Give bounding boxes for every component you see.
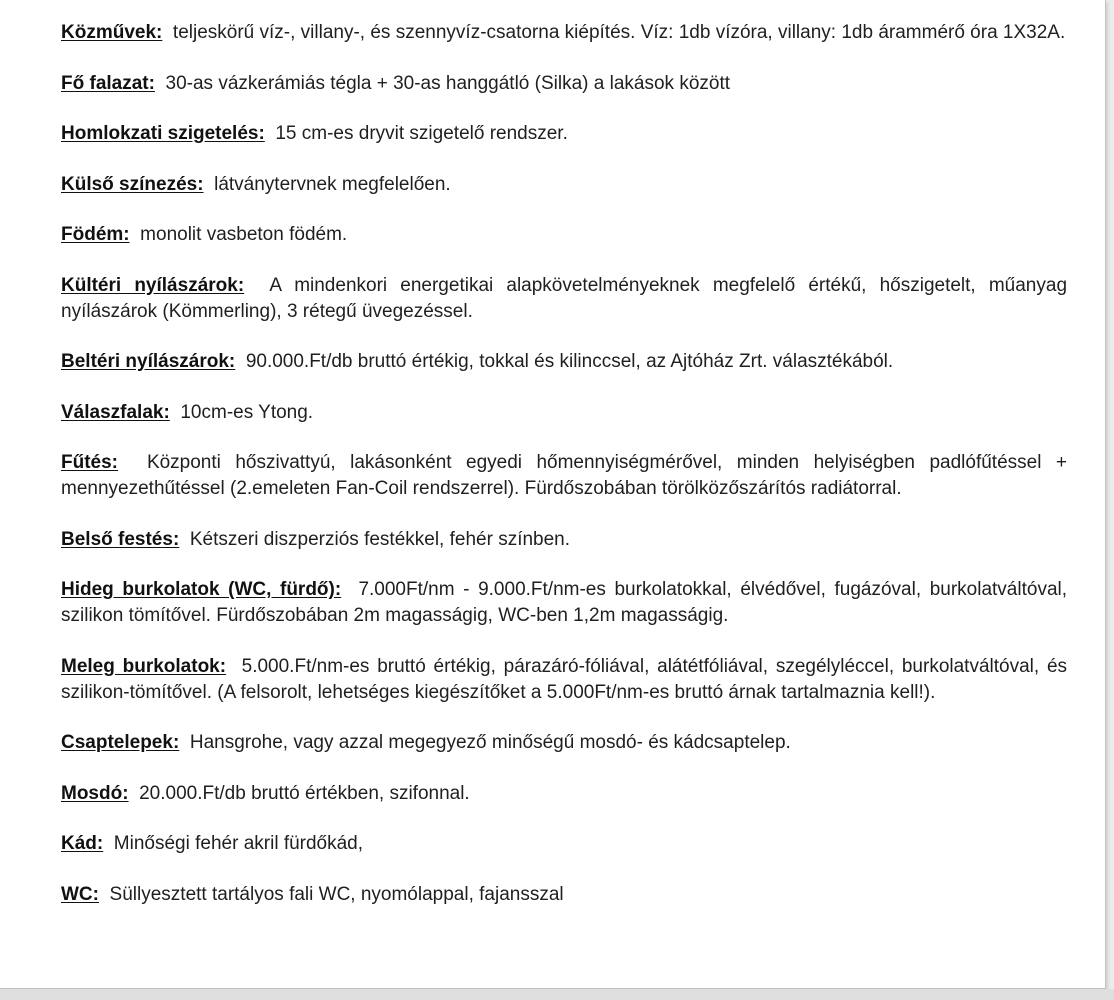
spec-text: 20.000.Ft/db bruttó értékben, szifonnal. xyxy=(139,782,470,804)
spec-label: Belső festés: xyxy=(61,528,180,550)
spec-label: Fő falazat: xyxy=(61,72,155,94)
spec-label: Kültéri nyílászárok: xyxy=(61,274,245,296)
spec-item-kozmuvek xyxy=(61,20,1067,46)
spec-text: Kétszeri diszperziós festékkel, fehér színben. xyxy=(189,528,571,550)
spec-label: Beltéri nyílászárok: xyxy=(61,351,236,372)
spec-text: monolit vasbeton födém. xyxy=(140,224,348,245)
spec-text: 15 cm-es dryvit szigetelő rendszer. xyxy=(275,123,568,144)
spec-item-hideg-burkolatok xyxy=(61,577,1067,629)
spec-label: Meleg burkolatok: xyxy=(61,655,227,677)
spec-item-meleg-burkolatok xyxy=(61,654,1067,706)
spec-text: teljeskörű víz-, villany-, és szennyvíz-csatorna kiépítés. Víz: 1db vízóra, villany: 1db árammérő óra 1X32A. xyxy=(172,22,1066,43)
spec-label: Mosdó: xyxy=(61,782,129,804)
spec-text: A mindenkori energetikai alapkövetelményeknek megfelelő értékű, hőszigetelt, műanyag nyílászárok (Kömmerling), 3 rétegű üvegezéssel. xyxy=(61,274,1068,322)
spec-label: Fűtés: xyxy=(61,452,118,473)
spec-label: Csaptelepek: xyxy=(61,732,180,753)
spec-text: 7.000Ft/nm - 9.000.Ft/nm-es burkolatokkal, élvédővel, fugázóval, burkolatváltóval, szilikon tömítővel. Fürdőszobában 2m magasságig, WC-ben 1,2m magasságig. xyxy=(61,579,1068,626)
spec-label: Homlokzati szigetelés: xyxy=(61,123,265,144)
page-gap-strip xyxy=(0,989,1114,1000)
spec-item-kad xyxy=(61,831,1067,857)
spec-text: 10cm-es Ytong. xyxy=(180,401,314,423)
spec-item-mosdo xyxy=(61,781,1067,807)
spec-label: Közművek: xyxy=(61,22,163,43)
spec-item-wc xyxy=(61,882,1067,908)
spec-label: Hideg burkolatok (WC, fürdő): xyxy=(61,579,342,600)
spec-label: Kád: xyxy=(61,833,104,854)
spec-item-futes xyxy=(61,450,1067,502)
spec-item-kulso-szinezes xyxy=(61,172,1067,198)
spec-text: Süllyesztett tartályos fali WC, nyomólappal, fajansszal xyxy=(109,883,564,905)
spec-item-csaptelepek xyxy=(61,730,1067,756)
spec-text: Hansgrohe, vagy azzal megegyező minőségű mosdó- és kádcsaptelep. xyxy=(189,732,791,753)
spec-text: 5.000.Ft/nm-es bruttó értékig, párazáró-fóliával, alátétfóliával, szegélyléccel, burkolatváltóval, és szilikon-tömítővel. (A felsorolt, lehetséges kiegészítőket a 5.000Ft/nm-es bruttó árnak tartalmaznia kell!). xyxy=(61,655,1068,703)
spec-text: 90.000.Ft/db bruttó értékig, tokkal és kilinccsel, az Ajtóház Zrt. választékából. xyxy=(245,351,894,372)
spec-label: Födém: xyxy=(61,224,130,245)
spec-text: Minőségi fehér akril fürdőkád, xyxy=(113,833,364,854)
spec-item-valaszfalak xyxy=(61,400,1067,426)
spec-item-kulteri-nyilaszarok xyxy=(61,273,1067,325)
spec-item-belso-festes xyxy=(61,527,1067,553)
spec-label: Válaszfalak: xyxy=(61,401,170,423)
spec-label: WC: xyxy=(61,883,99,905)
spec-item-fodem xyxy=(61,222,1067,248)
spec-item-fo-falazat xyxy=(61,71,1067,97)
spec-label: Külső színezés: xyxy=(61,173,204,195)
spec-text: 30-as vázkerámiás tégla + 30-as hanggátló (Silka) a lakások között xyxy=(165,72,731,94)
spec-item-belteri-nyilaszarok xyxy=(61,349,1067,375)
document-body xyxy=(61,20,1067,932)
spec-text: látványtervnek megfelelően. xyxy=(214,173,451,195)
spec-text: Központi hőszivattyú, lakásonként egyedi hőmennyiségmérővel, minden helyiségben padlófűtéssel + mennyezethűtéssel (2.emeleten Fan-Coil rendszerrel). Fürdőszobában törölközőszárítós radiátorral. xyxy=(61,452,1067,499)
spec-item-homlokzati-szigeteles xyxy=(61,121,1067,147)
